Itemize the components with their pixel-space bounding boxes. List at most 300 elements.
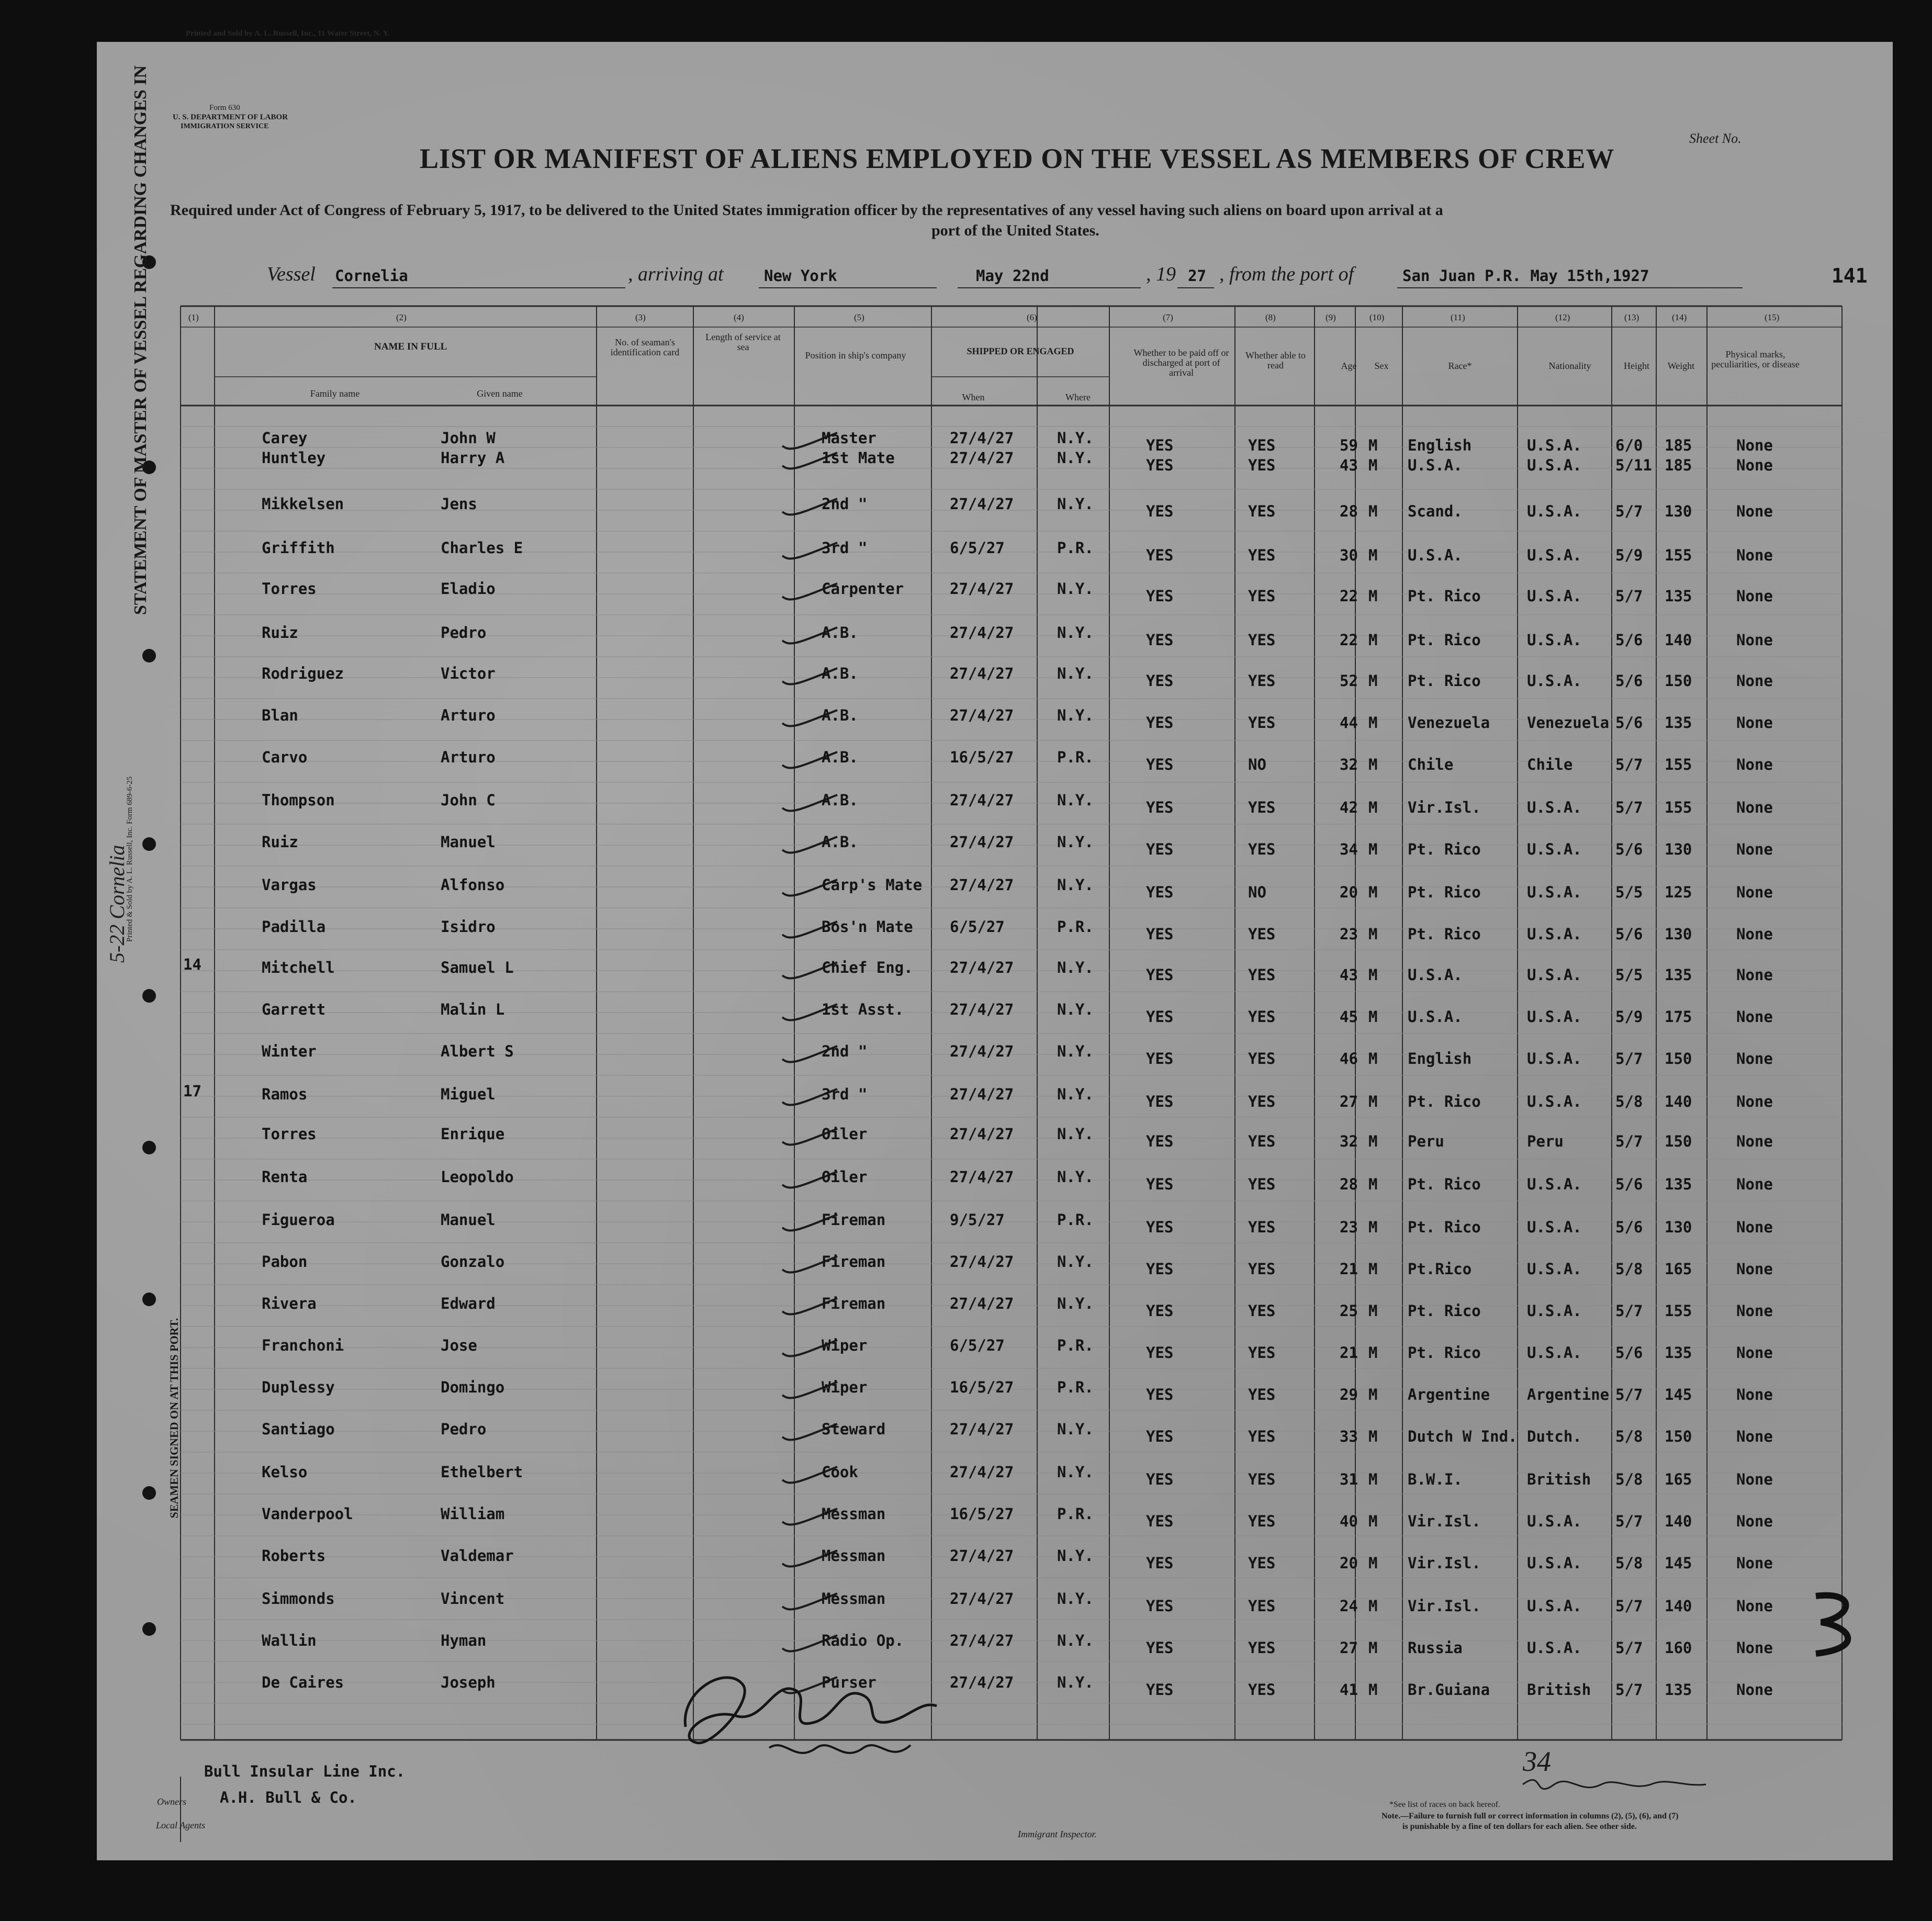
cell-nationality: U.S.A. <box>1527 1175 1582 1193</box>
column-number: (12) <box>1555 312 1570 322</box>
cell-race: Pt. Rico <box>1408 1218 1481 1236</box>
cell-sex: M <box>1368 1218 1378 1236</box>
cell-race: Vir.Isl. <box>1408 1554 1481 1572</box>
cell-able-to-read: NO <box>1248 883 1266 901</box>
cell-family-name: Ruiz <box>262 624 298 642</box>
cell-position: Messman <box>822 1547 886 1565</box>
cell-position: 3rd " <box>822 1085 868 1103</box>
cell-sex: M <box>1368 546 1378 564</box>
cell-position: Cook <box>822 1463 858 1481</box>
cell-sex: M <box>1368 631 1378 649</box>
cell-given-name: Domingo <box>441 1378 505 1396</box>
cell-paid-off: YES <box>1146 1008 1174 1026</box>
cell-able-to-read: NO <box>1248 756 1266 773</box>
cell-physical-marks: None <box>1736 1260 1773 1278</box>
cell-shipped-when: 27/4/27 <box>950 1001 1014 1018</box>
arrival-port: New York <box>764 267 837 285</box>
cell-position: 1st Mate <box>822 449 895 467</box>
cell-position: Messman <box>822 1590 886 1608</box>
department-name: U. S. DEPARTMENT OF LABOR <box>173 113 288 121</box>
cell-race: Chile <box>1408 756 1454 773</box>
cell-paid-off: YES <box>1146 1512 1174 1530</box>
cell-height: 5/6 <box>1615 925 1643 943</box>
cell-shipped-when: 9/5/27 <box>950 1211 1005 1229</box>
header-family-name: Family name <box>310 388 360 399</box>
vessel-name: Cornelia <box>335 267 408 285</box>
cell-age: 46 <box>1340 1050 1358 1068</box>
cell-weight: 155 <box>1665 799 1692 816</box>
column-number: (13) <box>1624 312 1639 322</box>
cell-height: 5/7 <box>1615 799 1643 816</box>
cell-shipped-when: 27/4/27 <box>950 429 1014 447</box>
cell-family-name: Torres <box>262 580 317 598</box>
binder-hole <box>142 837 156 851</box>
cell-race: Pt. Rico <box>1408 1093 1481 1110</box>
cell-able-to-read: YES <box>1248 1597 1276 1615</box>
cell-age: 43 <box>1340 966 1358 984</box>
column-number: (4) <box>734 312 744 322</box>
cell-position: A.B. <box>822 665 858 682</box>
cell-shipped-where: N.Y. <box>1057 495 1094 513</box>
cell-position: A.B. <box>822 833 858 851</box>
cell-age: 40 <box>1340 1512 1358 1530</box>
printer-line: Printed and Sold by A. L. Russell, Inc., 11 Water Street, N. Y. <box>186 29 390 38</box>
cell-sex: M <box>1368 436 1378 454</box>
handwritten-signature <box>665 1643 958 1779</box>
cell-race: Peru <box>1408 1132 1444 1150</box>
cell-race: U.S.A. <box>1408 1008 1463 1026</box>
immigrant-inspector-label: Immigrant Inspector. <box>1018 1829 1097 1839</box>
cell-sex: M <box>1368 672 1378 690</box>
cell-nationality: U.S.A. <box>1527 502 1582 520</box>
cell-weight: 155 <box>1665 546 1692 564</box>
cell-shipped-where: N.Y. <box>1057 1085 1094 1103</box>
cell-given-name: Samuel L <box>441 959 514 976</box>
cell-height: 5/7 <box>1615 1597 1643 1615</box>
cell-shipped-when: 6/5/27 <box>950 1336 1005 1354</box>
page-number: 141 <box>1832 264 1868 287</box>
column-number: (2) <box>396 312 407 322</box>
cell-position: Purser <box>822 1673 877 1691</box>
cell-nationality: U.S.A. <box>1527 1260 1582 1278</box>
cell-sex: M <box>1368 1554 1378 1572</box>
cell-physical-marks: None <box>1736 502 1773 520</box>
cell-nationality: U.S.A. <box>1527 546 1582 564</box>
cell-position: A.B. <box>822 706 858 724</box>
cell-given-name: Arturo <box>441 706 496 724</box>
cell-race: U.S.A. <box>1408 456 1463 474</box>
cell-nationality: U.S.A. <box>1527 1597 1582 1615</box>
cell-nationality: U.S.A. <box>1527 1639 1582 1657</box>
cell-position: Fireman <box>822 1253 886 1271</box>
cell-shipped-when: 16/5/27 <box>950 1378 1014 1396</box>
cell-height: 5/5 <box>1615 966 1643 984</box>
column-number: (11) <box>1451 312 1465 322</box>
cell-shipped-where: N.Y. <box>1057 1547 1094 1565</box>
cell-race: Dutch W Ind. <box>1408 1428 1518 1445</box>
cell-sex: M <box>1368 840 1378 858</box>
cell-weight: 155 <box>1665 756 1692 773</box>
cell-physical-marks: None <box>1736 1386 1773 1403</box>
cell-given-name: John W <box>441 429 496 447</box>
cell-age: 44 <box>1340 714 1358 732</box>
cell-position: A.B. <box>822 791 858 809</box>
cell-physical-marks: None <box>1736 1008 1773 1026</box>
cell-shipped-where: P.R. <box>1057 918 1094 936</box>
cell-paid-off: YES <box>1146 1302 1174 1320</box>
cell-given-name: Ethelbert <box>441 1463 523 1481</box>
header-position: Position in ship's company <box>805 350 906 361</box>
cell-able-to-read: YES <box>1248 1260 1276 1278</box>
cell-able-to-read: YES <box>1248 1050 1276 1068</box>
header-able-read: Whether able to read <box>1245 350 1306 370</box>
cell-paid-off: YES <box>1146 1175 1174 1193</box>
cell-age: 23 <box>1340 1218 1358 1236</box>
cell-height: 6/0 <box>1615 436 1643 454</box>
cell-sex: M <box>1368 1050 1378 1068</box>
cell-paid-off: YES <box>1146 1554 1174 1572</box>
cell-given-name: Harry A <box>441 449 505 467</box>
cell-physical-marks: None <box>1736 631 1773 649</box>
cell-shipped-where: N.Y. <box>1057 1001 1094 1018</box>
header-nationality: Nationality <box>1548 361 1591 371</box>
cell-family-name: Figueroa <box>262 1211 335 1229</box>
cell-able-to-read: YES <box>1248 502 1276 520</box>
cell-height: 5/7 <box>1615 1302 1643 1320</box>
cell-paid-off: YES <box>1146 456 1174 474</box>
cell-race: Pt. Rico <box>1408 1344 1481 1362</box>
cell-race: Vir.Isl. <box>1408 1597 1481 1615</box>
cell-physical-marks: None <box>1736 1428 1773 1445</box>
cell-paid-off: YES <box>1146 1093 1174 1110</box>
cell-race: Pt. Rico <box>1408 1175 1481 1193</box>
line-company: Bull Insular Line Inc. <box>204 1762 406 1780</box>
cell-age: 28 <box>1340 502 1358 520</box>
cell-paid-off: YES <box>1146 1428 1174 1445</box>
cell-family-name: Carvo <box>262 748 308 766</box>
cell-physical-marks: None <box>1736 1639 1773 1657</box>
binder-hole <box>142 1622 156 1636</box>
cell-physical-marks: None <box>1736 883 1773 901</box>
cell-given-name: John C <box>441 791 496 809</box>
cell-family-name: Wallin <box>262 1632 317 1649</box>
cell-weight: 130 <box>1665 1218 1692 1236</box>
cell-height: 5/6 <box>1615 1175 1643 1193</box>
cell-physical-marks: None <box>1736 1302 1773 1320</box>
cell-given-name: Jose <box>441 1336 477 1354</box>
cell-weight: 140 <box>1665 1093 1692 1110</box>
cell-shipped-where: N.Y. <box>1057 1632 1094 1649</box>
cell-family-name: Kelso <box>262 1463 308 1481</box>
cell-weight: 160 <box>1665 1639 1692 1657</box>
cell-shipped-when: 27/4/27 <box>950 1420 1014 1438</box>
cell-able-to-read: YES <box>1248 799 1276 816</box>
cell-shipped-when: 27/4/27 <box>950 1125 1014 1143</box>
cell-shipped-where: N.Y. <box>1057 580 1094 598</box>
cell-shipped-where: P.R. <box>1057 1336 1094 1354</box>
cell-sex: M <box>1368 1008 1378 1026</box>
cell-shipped-where: N.Y. <box>1057 791 1094 809</box>
cell-shipped-when: 27/4/27 <box>950 1253 1014 1271</box>
column-number: (1) <box>188 312 199 322</box>
cell-sex: M <box>1368 1512 1378 1530</box>
cell-height: 5/11 <box>1615 456 1652 474</box>
cell-weight: 165 <box>1665 1260 1692 1278</box>
cell-height: 5/7 <box>1615 756 1643 773</box>
cell-nationality: U.S.A. <box>1527 631 1582 649</box>
cell-shipped-where: N.Y. <box>1057 959 1094 976</box>
cell-family-name: Mitchell <box>262 959 335 976</box>
cell-height: 5/9 <box>1615 1008 1643 1026</box>
cell-position: Wiper <box>822 1378 868 1396</box>
page-title: LIST OR MANIFEST OF ALIENS EMPLOYED ON THE VESSEL AS MEMBERS OF CREW <box>420 143 1615 174</box>
cell-height: 5/7 <box>1615 1050 1643 1068</box>
cell-weight: 150 <box>1665 1050 1692 1068</box>
cell-family-name: Duplessy <box>262 1378 335 1396</box>
cell-paid-off: YES <box>1146 1260 1174 1278</box>
cell-paid-off: YES <box>1146 799 1174 816</box>
cell-family-name: Padilla <box>262 918 326 936</box>
cell-able-to-read: YES <box>1248 631 1276 649</box>
cell-given-name: Albert S <box>441 1042 514 1060</box>
row-number: 14 <box>183 956 201 973</box>
header-age: Age <box>1341 361 1357 371</box>
cell-age: 21 <box>1340 1260 1358 1278</box>
cell-shipped-where: N.Y. <box>1057 706 1094 724</box>
cell-weight: 175 <box>1665 1008 1692 1026</box>
cell-race: Pt. Rico <box>1408 1302 1481 1320</box>
cell-race: Vir.Isl. <box>1408 1512 1481 1530</box>
cell-given-name: Malin L <box>441 1001 505 1018</box>
cell-nationality: U.S.A. <box>1527 436 1582 454</box>
cell-height: 5/7 <box>1615 1681 1643 1699</box>
cell-weight: 150 <box>1665 672 1692 690</box>
cell-family-name: Roberts <box>262 1547 326 1565</box>
cell-age: 22 <box>1340 587 1358 605</box>
cell-shipped-where: N.Y. <box>1057 1463 1094 1481</box>
cell-nationality: British <box>1527 1470 1591 1488</box>
header-id-card: No. of seaman's identification card <box>610 337 680 357</box>
cell-physical-marks: None <box>1736 840 1773 858</box>
cell-height: 5/6 <box>1615 714 1643 732</box>
cell-race: Scand. <box>1408 502 1463 520</box>
cell-able-to-read: YES <box>1248 966 1276 984</box>
cell-age: 28 <box>1340 1175 1358 1193</box>
cell-shipped-when: 27/4/27 <box>950 1547 1014 1565</box>
cell-able-to-read: YES <box>1248 840 1276 858</box>
cell-height: 5/8 <box>1615 1093 1643 1110</box>
cell-weight: 125 <box>1665 883 1692 901</box>
cell-shipped-when: 27/4/27 <box>950 449 1014 467</box>
column-number: (6) <box>1027 312 1037 322</box>
cell-race: Pt. Rico <box>1408 883 1481 901</box>
cell-age: 43 <box>1340 456 1358 474</box>
cell-nationality: U.S.A. <box>1527 799 1582 816</box>
cell-given-name: Victor <box>441 665 496 682</box>
cell-able-to-read: YES <box>1248 1428 1276 1445</box>
cell-age: 41 <box>1340 1681 1358 1699</box>
cell-shipped-where: N.Y. <box>1057 1295 1094 1312</box>
cell-paid-off: YES <box>1146 631 1174 649</box>
cell-physical-marks: None <box>1736 1597 1773 1615</box>
cell-age: 52 <box>1340 672 1358 690</box>
cell-sex: M <box>1368 883 1378 901</box>
owners-label: Owners <box>157 1796 187 1807</box>
cell-physical-marks: None <box>1736 1218 1773 1236</box>
cell-shipped-when: 27/4/27 <box>950 1042 1014 1060</box>
cell-shipped-when: 27/4/27 <box>950 1590 1014 1608</box>
cell-height: 5/6 <box>1615 1344 1643 1362</box>
cell-age: 32 <box>1340 756 1358 773</box>
year-prefix: , 19 <box>1146 263 1176 285</box>
cell-weight: 135 <box>1665 1344 1692 1362</box>
cell-family-name: Blan <box>262 706 298 724</box>
cell-shipped-where: N.Y. <box>1057 876 1094 894</box>
cell-sex: M <box>1368 502 1378 520</box>
cell-given-name: Manuel <box>441 1211 496 1229</box>
cell-shipped-when: 27/4/27 <box>950 495 1014 513</box>
cell-weight: 150 <box>1665 1428 1692 1445</box>
cell-paid-off: YES <box>1146 1470 1174 1488</box>
cell-height: 5/9 <box>1615 546 1643 564</box>
subtitle-line-2: port of the United States. <box>931 222 1099 239</box>
cell-given-name: Gonzalo <box>441 1253 505 1271</box>
cell-position: Steward <box>822 1420 886 1438</box>
cell-shipped-when: 16/5/27 <box>950 1505 1014 1523</box>
cell-weight: 145 <box>1665 1554 1692 1572</box>
cell-physical-marks: None <box>1736 546 1773 564</box>
cell-race: Russia <box>1408 1639 1463 1657</box>
cell-nationality: U.S.A. <box>1527 840 1582 858</box>
cell-sex: M <box>1368 1470 1378 1488</box>
cell-weight: 185 <box>1665 436 1692 454</box>
cell-shipped-where: N.Y. <box>1057 1042 1094 1060</box>
cell-nationality: U.S.A. <box>1527 1554 1582 1572</box>
cell-given-name: Jens <box>441 495 477 513</box>
cell-height: 5/6 <box>1615 1218 1643 1236</box>
cell-shipped-where: P.R. <box>1057 1378 1094 1396</box>
cell-weight: 140 <box>1665 631 1692 649</box>
penalty-note-1: Note.—Failure to furnish full or correct information in columns (2), (5), (6), and (7) <box>1381 1812 1679 1821</box>
cell-given-name: Edward <box>441 1295 496 1312</box>
column-number: (14) <box>1672 312 1687 322</box>
cell-nationality: Argentine <box>1527 1386 1610 1403</box>
cell-race: Pt. Rico <box>1408 672 1481 690</box>
cell-shipped-where: N.Y. <box>1057 429 1094 447</box>
cell-position: Carpenter <box>822 580 904 598</box>
cell-weight: 135 <box>1665 714 1692 732</box>
cell-given-name: Leopoldo <box>441 1168 514 1186</box>
cell-able-to-read: YES <box>1248 1386 1276 1403</box>
cell-given-name: Alfonso <box>441 876 505 894</box>
column-number: (9) <box>1326 312 1336 322</box>
cell-nationality: Peru <box>1527 1132 1564 1150</box>
cell-age: 59 <box>1340 436 1358 454</box>
cell-family-name: Mikkelsen <box>262 495 344 513</box>
cell-paid-off: YES <box>1146 1681 1174 1699</box>
cell-sex: M <box>1368 1132 1378 1150</box>
cell-height: 5/7 <box>1615 1386 1643 1403</box>
cell-age: 34 <box>1340 840 1358 858</box>
cell-shipped-when: 16/5/27 <box>950 748 1014 766</box>
cell-position: A.B. <box>822 624 858 642</box>
cell-given-name: Hyman <box>441 1632 487 1649</box>
cell-physical-marks: None <box>1736 1554 1773 1572</box>
header-physical-marks: Physical marks, peculiarities, or disease <box>1711 349 1800 369</box>
cell-sex: M <box>1368 1093 1378 1110</box>
cell-given-name: Miguel <box>441 1085 496 1103</box>
cell-paid-off: YES <box>1146 966 1174 984</box>
header-name-in-full: NAME IN FULL <box>374 341 447 352</box>
cell-height: 5/8 <box>1615 1470 1643 1488</box>
cell-race: B.W.I. <box>1408 1470 1463 1488</box>
cell-physical-marks: None <box>1736 966 1773 984</box>
cell-position: 3rd " <box>822 539 868 557</box>
cell-physical-marks: None <box>1736 1344 1773 1362</box>
cell-physical-marks: None <box>1736 1050 1773 1068</box>
header-length-service: Length of service at sea <box>705 332 781 352</box>
form-number: Form 630 <box>209 104 240 112</box>
cell-race: Argentine <box>1408 1386 1490 1403</box>
cell-height: 5/7 <box>1615 587 1643 605</box>
cell-able-to-read: YES <box>1248 1344 1276 1362</box>
sheet-no-label: Sheet No. <box>1689 131 1742 146</box>
handwritten-mark <box>1800 1580 1873 1664</box>
cell-paid-off: YES <box>1146 840 1174 858</box>
cell-family-name: Huntley <box>262 449 326 467</box>
cell-physical-marks: None <box>1736 1093 1773 1110</box>
cell-family-name: Thompson <box>262 791 335 809</box>
cell-physical-marks: None <box>1736 1470 1773 1488</box>
cell-able-to-read: YES <box>1248 1681 1276 1699</box>
cell-shipped-when: 27/4/27 <box>950 665 1014 682</box>
cell-sex: M <box>1368 1681 1378 1699</box>
cell-age: 21 <box>1340 1344 1358 1362</box>
cell-shipped-where: N.Y. <box>1057 1673 1094 1691</box>
cell-age: 20 <box>1340 1554 1358 1572</box>
cell-able-to-read: YES <box>1248 672 1276 690</box>
binder-hole <box>142 989 156 1003</box>
column-number: (5) <box>854 312 864 322</box>
from-port-label: , from the port of <box>1219 263 1354 285</box>
cell-sex: M <box>1368 714 1378 732</box>
cell-race: Pt. Rico <box>1408 840 1481 858</box>
header-where: Where <box>1065 392 1091 402</box>
cell-shipped-where: P.R. <box>1057 748 1094 766</box>
cell-shipped-when: 27/4/27 <box>950 580 1014 598</box>
cell-nationality: Chile <box>1527 756 1573 773</box>
cell-able-to-read: YES <box>1248 456 1276 474</box>
cell-paid-off: YES <box>1146 756 1174 773</box>
cell-position: Oiler <box>822 1168 868 1186</box>
cell-race: Pt. Rico <box>1408 925 1481 943</box>
cell-physical-marks: None <box>1736 799 1773 816</box>
cell-shipped-when: 27/4/27 <box>950 833 1014 851</box>
cell-able-to-read: YES <box>1248 1470 1276 1488</box>
cell-nationality: U.S.A. <box>1527 587 1582 605</box>
cell-shipped-when: 6/5/27 <box>950 539 1005 557</box>
cell-family-name: Ruiz <box>262 833 298 851</box>
cell-able-to-read: YES <box>1248 1639 1276 1657</box>
column-number: (8) <box>1265 312 1276 322</box>
cell-family-name: Renta <box>262 1168 308 1186</box>
cell-position: Bos'n Mate <box>822 918 913 936</box>
cell-shipped-when: 27/4/27 <box>950 1168 1014 1186</box>
cell-height: 5/6 <box>1615 631 1643 649</box>
cell-shipped-when: 27/4/27 <box>950 791 1014 809</box>
cell-nationality: U.S.A. <box>1527 1344 1582 1362</box>
penalty-note-2: is punishable by a fine of ten dollars for each alien. See other side. <box>1402 1822 1637 1831</box>
